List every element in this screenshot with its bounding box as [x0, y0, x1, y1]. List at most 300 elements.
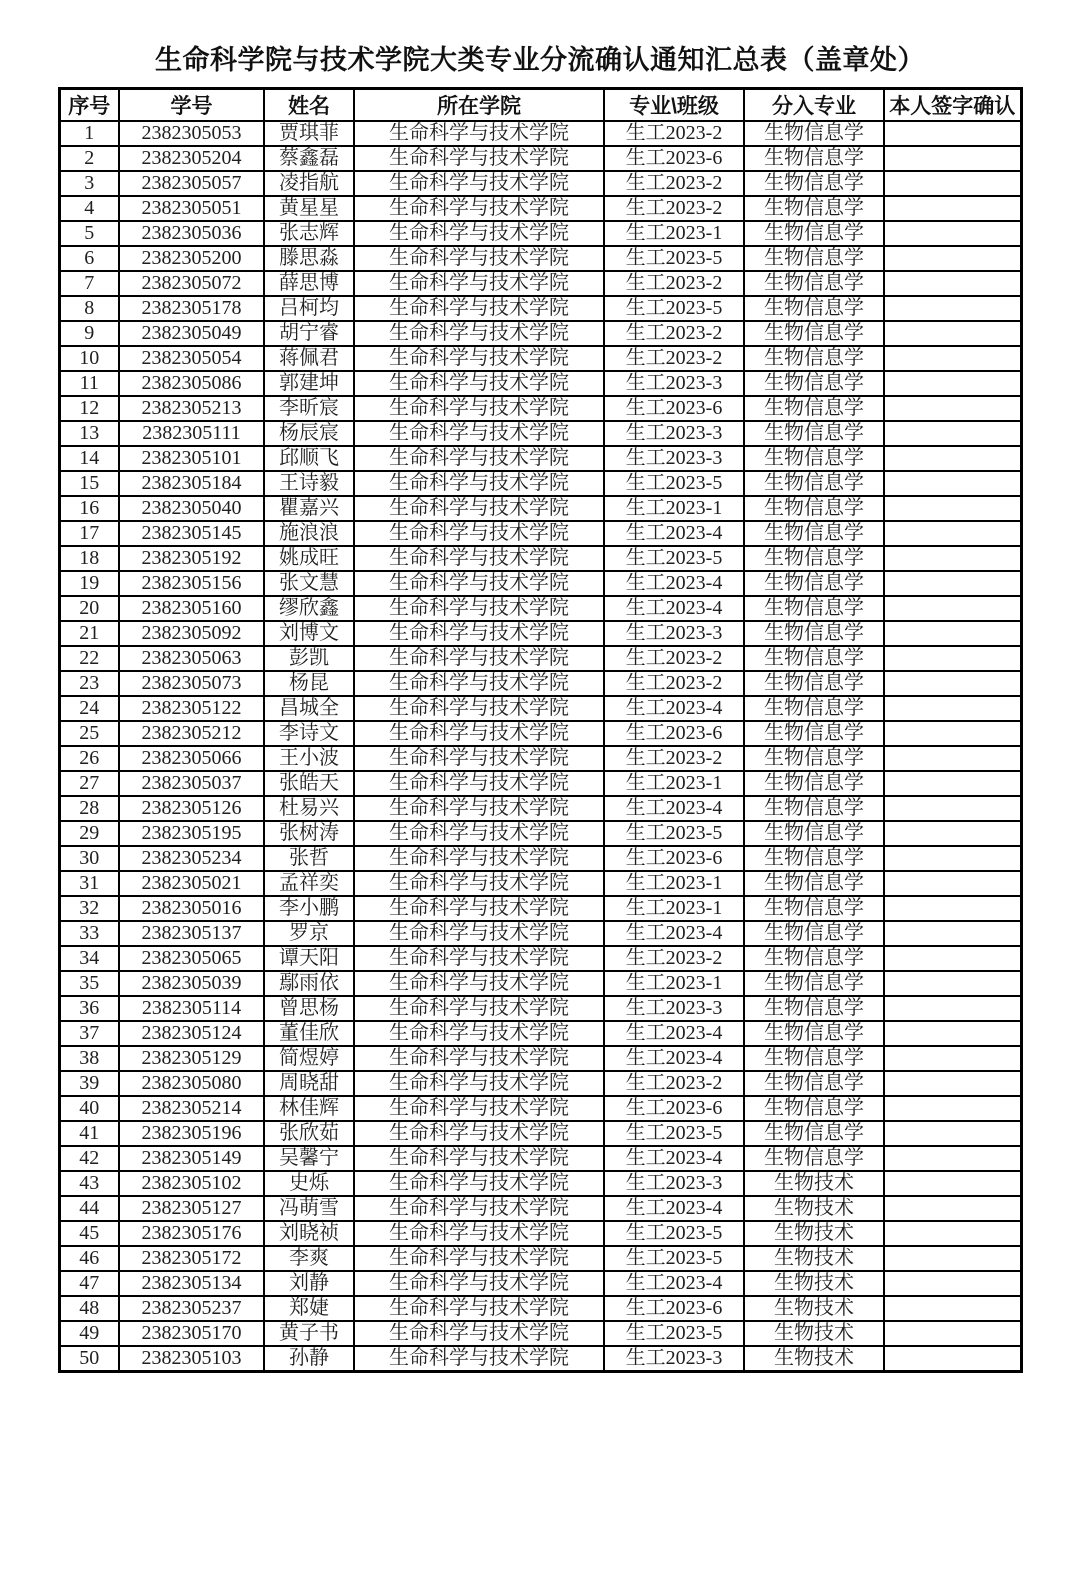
- cell-assigned-major: 生物信息学: [744, 721, 884, 746]
- cell-name: 蒋佩君: [264, 346, 354, 371]
- cell-college: 生命科学与技术学院: [354, 621, 604, 646]
- cell-signature: [884, 1171, 1021, 1196]
- cell-signature: [884, 996, 1021, 1021]
- table-row: [59, 371, 1021, 396]
- col-header-major-class: 专业\班级: [604, 89, 744, 122]
- cell-major-class: 生工2023-2: [604, 346, 744, 371]
- cell-major-class: 生工2023-1: [604, 871, 744, 896]
- cell-major-class: 生工2023-4: [604, 521, 744, 546]
- cell-student-id: 2382305192: [119, 546, 264, 571]
- cell-assigned-major: 生物技术: [744, 1271, 884, 1296]
- cell-assigned-major: 生物信息学: [744, 771, 884, 796]
- cell-college: 生命科学与技术学院: [354, 596, 604, 621]
- cell-signature: [884, 1196, 1021, 1221]
- cell-college: 生命科学与技术学院: [354, 496, 604, 521]
- cell-student-id: 2382305149: [119, 1146, 264, 1171]
- cell-index: 33: [59, 921, 119, 946]
- cell-college: 生命科学与技术学院: [354, 246, 604, 271]
- cell-index: 26: [59, 746, 119, 771]
- col-header-name: 姓名: [264, 89, 354, 122]
- cell-assigned-major: 生物技术: [744, 1246, 884, 1271]
- cell-college: 生命科学与技术学院: [354, 1271, 604, 1296]
- cell-index: 31: [59, 871, 119, 896]
- cell-major-class: 生工2023-3: [604, 996, 744, 1021]
- cell-signature: [884, 1271, 1021, 1296]
- cell-assigned-major: 生物信息学: [744, 496, 884, 521]
- table-row: [59, 1321, 1021, 1346]
- cell-college: 生命科学与技术学院: [354, 671, 604, 696]
- cell-signature: [884, 346, 1021, 371]
- cell-index: 29: [59, 821, 119, 846]
- cell-name: 简煜婷: [264, 1046, 354, 1071]
- cell-name: 张皓天: [264, 771, 354, 796]
- cell-student-id: 2382305170: [119, 1321, 264, 1346]
- cell-index: 19: [59, 571, 119, 596]
- cell-name: 郑婕: [264, 1296, 354, 1321]
- cell-assigned-major: 生物技术: [744, 1221, 884, 1246]
- cell-college: 生命科学与技术学院: [354, 771, 604, 796]
- cell-signature: [884, 396, 1021, 421]
- cell-student-id: 2382305137: [119, 921, 264, 946]
- table-row: [59, 796, 1021, 821]
- cell-assigned-major: 生物信息学: [744, 296, 884, 321]
- cell-index: 46: [59, 1246, 119, 1271]
- cell-signature: [884, 471, 1021, 496]
- cell-name: 刘静: [264, 1271, 354, 1296]
- cell-major-class: 生工2023-6: [604, 721, 744, 746]
- cell-index: 42: [59, 1146, 119, 1171]
- cell-name: 鄢雨依: [264, 971, 354, 996]
- cell-assigned-major: 生物信息学: [744, 996, 884, 1021]
- cell-index: 11: [59, 371, 119, 396]
- cell-student-id: 2382305237: [119, 1296, 264, 1321]
- cell-student-id: 2382305127: [119, 1196, 264, 1221]
- cell-student-id: 2382305073: [119, 671, 264, 696]
- cell-name: 胡宁睿: [264, 321, 354, 346]
- cell-major-class: 生工2023-2: [604, 1071, 744, 1096]
- col-header-student-id: 学号: [119, 89, 264, 122]
- cell-name: 冯萌雪: [264, 1196, 354, 1221]
- cell-assigned-major: 生物信息学: [744, 1096, 884, 1121]
- cell-name: 邱顺飞: [264, 446, 354, 471]
- cell-college: 生命科学与技术学院: [354, 471, 604, 496]
- cell-major-class: 生工2023-4: [604, 1146, 744, 1171]
- cell-college: 生命科学与技术学院: [354, 446, 604, 471]
- cell-major-class: 生工2023-3: [604, 446, 744, 471]
- cell-signature: [884, 746, 1021, 771]
- cell-index: 1: [59, 121, 119, 146]
- cell-student-id: 2382305051: [119, 196, 264, 221]
- cell-assigned-major: 生物信息学: [744, 321, 884, 346]
- col-header-index: 序号: [59, 89, 119, 122]
- cell-index: 21: [59, 621, 119, 646]
- cell-signature: [884, 521, 1021, 546]
- col-header-signature: 本人签字确认: [884, 89, 1021, 122]
- cell-signature: [884, 571, 1021, 596]
- cell-name: 林佳辉: [264, 1096, 354, 1121]
- cell-index: 48: [59, 1296, 119, 1321]
- cell-name: 黄星星: [264, 196, 354, 221]
- cell-assigned-major: 生物信息学: [744, 221, 884, 246]
- cell-assigned-major: 生物信息学: [744, 346, 884, 371]
- table-row: [59, 146, 1021, 171]
- table-row: [59, 171, 1021, 196]
- cell-assigned-major: 生物技术: [744, 1171, 884, 1196]
- cell-student-id: 2382305080: [119, 1071, 264, 1096]
- cell-major-class: 生工2023-2: [604, 196, 744, 221]
- col-header-assigned-major: 分入专业: [744, 89, 884, 122]
- cell-signature: [884, 1321, 1021, 1346]
- cell-major-class: 生工2023-1: [604, 496, 744, 521]
- cell-index: 18: [59, 546, 119, 571]
- cell-index: 35: [59, 971, 119, 996]
- cell-signature: [884, 621, 1021, 646]
- cell-college: 生命科学与技术学院: [354, 1321, 604, 1346]
- cell-assigned-major: 生物信息学: [744, 796, 884, 821]
- table-row: [59, 521, 1021, 546]
- cell-name: 刘晓祯: [264, 1221, 354, 1246]
- cell-assigned-major: 生物信息学: [744, 1046, 884, 1071]
- cell-index: 7: [59, 271, 119, 296]
- cell-major-class: 生工2023-5: [604, 296, 744, 321]
- cell-name: 张哲: [264, 846, 354, 871]
- cell-signature: [884, 1296, 1021, 1321]
- cell-college: 生命科学与技术学院: [354, 421, 604, 446]
- cell-assigned-major: 生物信息学: [744, 546, 884, 571]
- cell-student-id: 2382305053: [119, 121, 264, 146]
- cell-student-id: 2382305214: [119, 1096, 264, 1121]
- cell-major-class: 生工2023-5: [604, 1221, 744, 1246]
- cell-index: 27: [59, 771, 119, 796]
- cell-signature: [884, 371, 1021, 396]
- cell-index: 32: [59, 896, 119, 921]
- table-row: [59, 221, 1021, 246]
- cell-index: 23: [59, 671, 119, 696]
- cell-index: 15: [59, 471, 119, 496]
- cell-name: 刘博文: [264, 621, 354, 646]
- cell-college: 生命科学与技术学院: [354, 396, 604, 421]
- cell-student-id: 2382305184: [119, 471, 264, 496]
- cell-student-id: 2382305124: [119, 1021, 264, 1046]
- cell-name: 张欣茹: [264, 1121, 354, 1146]
- cell-student-id: 2382305049: [119, 321, 264, 346]
- cell-major-class: 生工2023-5: [604, 1121, 744, 1146]
- cell-name: 李小鹏: [264, 896, 354, 921]
- page-title: 生命科学院与技术学院大类专业分流确认通知汇总表（盖章处）: [155, 45, 925, 75]
- cell-student-id: 2382305145: [119, 521, 264, 546]
- cell-assigned-major: 生物信息学: [744, 871, 884, 896]
- cell-student-id: 2382305176: [119, 1221, 264, 1246]
- cell-major-class: 生工2023-4: [604, 921, 744, 946]
- table-row: [59, 1146, 1021, 1171]
- cell-college: 生命科学与技术学院: [354, 121, 604, 146]
- cell-college: 生命科学与技术学院: [354, 821, 604, 846]
- cell-signature: [884, 871, 1021, 896]
- cell-signature: [884, 796, 1021, 821]
- table-row: [59, 321, 1021, 346]
- cell-name: 黄子书: [264, 1321, 354, 1346]
- cell-name: 瞿嘉兴: [264, 496, 354, 521]
- cell-index: 14: [59, 446, 119, 471]
- cell-major-class: 生工2023-2: [604, 121, 744, 146]
- cell-index: 5: [59, 221, 119, 246]
- cell-signature: [884, 771, 1021, 796]
- table-row: [59, 1346, 1021, 1372]
- cell-name: 贾琪菲: [264, 121, 354, 146]
- cell-signature: [884, 421, 1021, 446]
- cell-signature: [884, 721, 1021, 746]
- cell-major-class: 生工2023-2: [604, 646, 744, 671]
- table-row: [59, 571, 1021, 596]
- cell-college: 生命科学与技术学院: [354, 321, 604, 346]
- cell-major-class: 生工2023-4: [604, 596, 744, 621]
- cell-signature: [884, 271, 1021, 296]
- cell-index: 2: [59, 146, 119, 171]
- cell-assigned-major: 生物信息学: [744, 946, 884, 971]
- cell-signature: [884, 1346, 1021, 1372]
- table-row: [59, 771, 1021, 796]
- table-body: [59, 121, 1021, 1372]
- cell-assigned-major: 生物信息学: [744, 971, 884, 996]
- cell-major-class: 生工2023-4: [604, 1196, 744, 1221]
- cell-assigned-major: 生物信息学: [744, 1121, 884, 1146]
- cell-major-class: 生工2023-3: [604, 1171, 744, 1196]
- cell-signature: [884, 921, 1021, 946]
- table-row: [59, 896, 1021, 921]
- cell-assigned-major: 生物信息学: [744, 396, 884, 421]
- cell-student-id: 2382305129: [119, 1046, 264, 1071]
- cell-major-class: 生工2023-5: [604, 471, 744, 496]
- cell-name: 周晓甜: [264, 1071, 354, 1096]
- table-row: [59, 546, 1021, 571]
- cell-signature: [884, 1246, 1021, 1271]
- cell-college: 生命科学与技术学院: [354, 1146, 604, 1171]
- cell-name: 李诗文: [264, 721, 354, 746]
- table-row: [59, 1046, 1021, 1071]
- cell-college: 生命科学与技术学院: [354, 921, 604, 946]
- cell-name: 郭建坤: [264, 371, 354, 396]
- cell-student-id: 2382305122: [119, 696, 264, 721]
- cell-index: 20: [59, 596, 119, 621]
- table-row: [59, 1271, 1021, 1296]
- cell-major-class: 生工2023-5: [604, 546, 744, 571]
- cell-signature: [884, 446, 1021, 471]
- table-row: [59, 696, 1021, 721]
- cell-index: 4: [59, 196, 119, 221]
- table-row: [59, 921, 1021, 946]
- cell-assigned-major: 生物信息学: [744, 821, 884, 846]
- cell-student-id: 2382305200: [119, 246, 264, 271]
- cell-major-class: 生工2023-2: [604, 746, 744, 771]
- cell-index: 45: [59, 1221, 119, 1246]
- cell-name: 曾思杨: [264, 996, 354, 1021]
- cell-student-id: 2382305036: [119, 221, 264, 246]
- cell-college: 生命科学与技术学院: [354, 1171, 604, 1196]
- cell-index: 10: [59, 346, 119, 371]
- cell-major-class: 生工2023-5: [604, 821, 744, 846]
- table-row: [59, 1096, 1021, 1121]
- cell-major-class: 生工2023-3: [604, 621, 744, 646]
- cell-assigned-major: 生物信息学: [744, 271, 884, 296]
- table-row: [59, 646, 1021, 671]
- cell-college: 生命科学与技术学院: [354, 1021, 604, 1046]
- table-row: [59, 971, 1021, 996]
- cell-college: 生命科学与技术学院: [354, 1096, 604, 1121]
- cell-name: 张树涛: [264, 821, 354, 846]
- cell-assigned-major: 生物信息学: [744, 696, 884, 721]
- cell-assigned-major: 生物信息学: [744, 1021, 884, 1046]
- cell-assigned-major: 生物信息学: [744, 921, 884, 946]
- table-row: [59, 821, 1021, 846]
- table-row: [59, 671, 1021, 696]
- cell-student-id: 2382305195: [119, 821, 264, 846]
- cell-signature: [884, 146, 1021, 171]
- cell-student-id: 2382305040: [119, 496, 264, 521]
- cell-college: 生命科学与技术学院: [354, 646, 604, 671]
- cell-assigned-major: 生物信息学: [744, 846, 884, 871]
- cell-college: 生命科学与技术学院: [354, 1221, 604, 1246]
- cell-college: 生命科学与技术学院: [354, 1346, 604, 1372]
- cell-student-id: 2382305039: [119, 971, 264, 996]
- cell-name: 吴馨宁: [264, 1146, 354, 1171]
- cell-signature: [884, 1046, 1021, 1071]
- cell-signature: [884, 121, 1021, 146]
- cell-index: 6: [59, 246, 119, 271]
- cell-major-class: 生工2023-4: [604, 796, 744, 821]
- cell-assigned-major: 生物技术: [744, 1196, 884, 1221]
- cell-index: 37: [59, 1021, 119, 1046]
- cell-major-class: 生工2023-5: [604, 1246, 744, 1271]
- table-row: [59, 246, 1021, 271]
- cell-index: 8: [59, 296, 119, 321]
- table-row: [59, 1221, 1021, 1246]
- cell-major-class: 生工2023-2: [604, 171, 744, 196]
- cell-assigned-major: 生物信息学: [744, 521, 884, 546]
- cell-assigned-major: 生物信息学: [744, 371, 884, 396]
- cell-signature: [884, 846, 1021, 871]
- cell-student-id: 2382305204: [119, 146, 264, 171]
- cell-major-class: 生工2023-4: [604, 1021, 744, 1046]
- col-header-college: 所在学院: [354, 89, 604, 122]
- cell-index: 49: [59, 1321, 119, 1346]
- cell-index: 30: [59, 846, 119, 871]
- cell-student-id: 2382305016: [119, 896, 264, 921]
- cell-name: 凌指航: [264, 171, 354, 196]
- table-row: [59, 1071, 1021, 1096]
- cell-student-id: 2382305037: [119, 771, 264, 796]
- cell-signature: [884, 671, 1021, 696]
- cell-name: 罗京: [264, 921, 354, 946]
- cell-index: 16: [59, 496, 119, 521]
- student-roster-table: [58, 87, 1023, 1373]
- cell-assigned-major: 生物信息学: [744, 196, 884, 221]
- cell-signature: [884, 971, 1021, 996]
- cell-index: 36: [59, 996, 119, 1021]
- cell-index: 9: [59, 321, 119, 346]
- cell-name: 杜易兴: [264, 796, 354, 821]
- cell-name: 孙静: [264, 1346, 354, 1372]
- table-row: [59, 721, 1021, 746]
- cell-college: 生命科学与技术学院: [354, 146, 604, 171]
- cell-college: 生命科学与技术学院: [354, 746, 604, 771]
- cell-index: 13: [59, 421, 119, 446]
- cell-major-class: 生工2023-4: [604, 1271, 744, 1296]
- cell-index: 41: [59, 1121, 119, 1146]
- cell-student-id: 2382305021: [119, 871, 264, 896]
- cell-student-id: 2382305072: [119, 271, 264, 296]
- cell-major-class: 生工2023-4: [604, 1046, 744, 1071]
- cell-assigned-major: 生物信息学: [744, 121, 884, 146]
- cell-assigned-major: 生物信息学: [744, 896, 884, 921]
- cell-college: 生命科学与技术学院: [354, 371, 604, 396]
- table-row: [59, 996, 1021, 1021]
- cell-college: 生命科学与技术学院: [354, 521, 604, 546]
- cell-index: 25: [59, 721, 119, 746]
- cell-signature: [884, 1121, 1021, 1146]
- table-row: [59, 621, 1021, 646]
- cell-student-id: 2382305063: [119, 646, 264, 671]
- cell-major-class: 生工2023-1: [604, 896, 744, 921]
- cell-signature: [884, 646, 1021, 671]
- cell-college: 生命科学与技术学院: [354, 1121, 604, 1146]
- cell-signature: [884, 1221, 1021, 1246]
- cell-assigned-major: 生物信息学: [744, 646, 884, 671]
- table-row: [59, 1196, 1021, 1221]
- cell-student-id: 2382305213: [119, 396, 264, 421]
- cell-assigned-major: 生物信息学: [744, 446, 884, 471]
- cell-index: 12: [59, 396, 119, 421]
- cell-student-id: 2382305126: [119, 796, 264, 821]
- cell-assigned-major: 生物信息学: [744, 146, 884, 171]
- cell-signature: [884, 221, 1021, 246]
- cell-major-class: 生工2023-1: [604, 221, 744, 246]
- cell-index: 34: [59, 946, 119, 971]
- cell-index: 24: [59, 696, 119, 721]
- cell-index: 47: [59, 1271, 119, 1296]
- cell-college: 生命科学与技术学院: [354, 721, 604, 746]
- table-row: [59, 446, 1021, 471]
- cell-student-id: 2382305057: [119, 171, 264, 196]
- cell-name: 施浪浪: [264, 521, 354, 546]
- cell-college: 生命科学与技术学院: [354, 1071, 604, 1096]
- cell-college: 生命科学与技术学院: [354, 846, 604, 871]
- cell-name: 昌城全: [264, 696, 354, 721]
- cell-major-class: 生工2023-3: [604, 1346, 744, 1372]
- cell-college: 生命科学与技术学院: [354, 796, 604, 821]
- cell-assigned-major: 生物技术: [744, 1296, 884, 1321]
- cell-index: 28: [59, 796, 119, 821]
- cell-college: 生命科学与技术学院: [354, 1296, 604, 1321]
- cell-student-id: 2382305178: [119, 296, 264, 321]
- cell-name: 杨昆: [264, 671, 354, 696]
- table-row: [59, 396, 1021, 421]
- cell-student-id: 2382305111: [119, 421, 264, 446]
- cell-college: 生命科学与技术学院: [354, 346, 604, 371]
- cell-name: 滕思淼: [264, 246, 354, 271]
- cell-major-class: 生工2023-2: [604, 271, 744, 296]
- cell-student-id: 2382305066: [119, 746, 264, 771]
- cell-assigned-major: 生物信息学: [744, 596, 884, 621]
- table-row: [59, 946, 1021, 971]
- table-row: [59, 496, 1021, 521]
- cell-major-class: 生工2023-1: [604, 971, 744, 996]
- cell-major-class: 生工2023-5: [604, 1321, 744, 1346]
- cell-college: 生命科学与技术学院: [354, 896, 604, 921]
- cell-major-class: 生工2023-6: [604, 1296, 744, 1321]
- cell-major-class: 生工2023-6: [604, 146, 744, 171]
- cell-student-id: 2382305134: [119, 1271, 264, 1296]
- cell-name: 李爽: [264, 1246, 354, 1271]
